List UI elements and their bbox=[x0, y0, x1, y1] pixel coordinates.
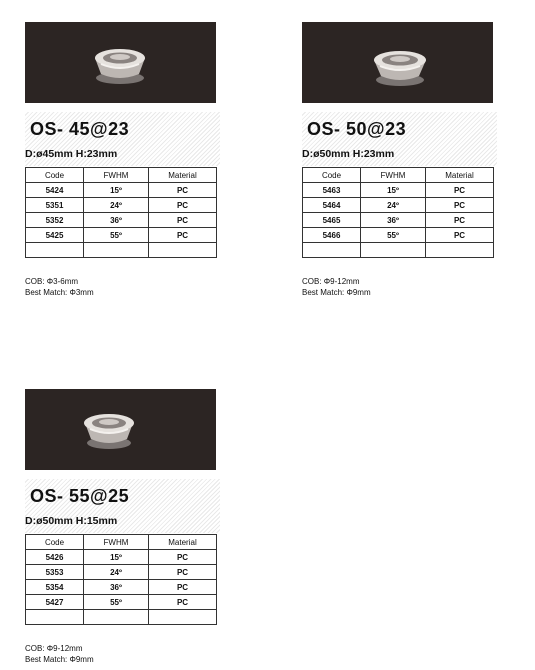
table-header-row bbox=[26, 168, 217, 183]
table-row bbox=[303, 228, 494, 243]
best-match-note: Best Match: Φ9mm bbox=[25, 655, 94, 664]
cell-fwhm: 36º bbox=[361, 213, 426, 228]
table-row bbox=[26, 565, 217, 580]
cell-material: PC bbox=[426, 213, 494, 228]
cell-code: 5426 bbox=[26, 550, 84, 565]
cell-material: PC bbox=[149, 595, 217, 610]
cob-note: COB: Φ9-12mm bbox=[25, 644, 83, 653]
product-dimensions: D:ø50mm H:23mm bbox=[302, 148, 395, 160]
cell-code: 5427 bbox=[26, 595, 84, 610]
table-empty-row bbox=[26, 610, 217, 625]
cell-fwhm: 15º bbox=[84, 183, 149, 198]
column-header-material: Material bbox=[426, 168, 494, 183]
table-row bbox=[26, 550, 217, 565]
cell-fwhm: 15º bbox=[361, 183, 426, 198]
cell-fwhm: 24º bbox=[84, 198, 149, 213]
product-title: OS- 45@23 bbox=[30, 119, 130, 139]
lens-image bbox=[25, 22, 216, 103]
cell-code: 5466 bbox=[303, 228, 361, 243]
column-header-material: Material bbox=[149, 168, 217, 183]
cell-material: PC bbox=[149, 565, 217, 580]
cell-fwhm: 36º bbox=[84, 213, 149, 228]
cell-code: 5424 bbox=[26, 183, 84, 198]
compatibility-notes bbox=[25, 276, 94, 298]
cell-code: 5463 bbox=[303, 183, 361, 198]
column-header-code: Code bbox=[26, 535, 84, 550]
column-header-material: Material bbox=[149, 535, 217, 550]
best-match-note: Best Match: Φ9mm bbox=[302, 288, 371, 297]
cell-material: PC bbox=[149, 183, 217, 198]
cell-fwhm: 24º bbox=[361, 198, 426, 213]
cell-fwhm: 55º bbox=[84, 228, 149, 243]
lens-photo bbox=[25, 22, 216, 103]
cell-code: 5353 bbox=[26, 565, 84, 580]
spec-table bbox=[302, 167, 494, 258]
compatibility-notes bbox=[25, 643, 94, 665]
cell-fwhm: 55º bbox=[84, 595, 149, 610]
column-header-code: Code bbox=[303, 168, 361, 183]
table-row bbox=[26, 228, 217, 243]
cob-note: COB: Φ3-6mm bbox=[25, 277, 79, 286]
cell-material: PC bbox=[149, 213, 217, 228]
lens-image bbox=[302, 22, 493, 103]
cell-material: PC bbox=[149, 580, 217, 595]
lens-photo bbox=[302, 22, 493, 103]
table-empty-row bbox=[26, 243, 217, 258]
cell-material: PC bbox=[426, 183, 494, 198]
table-row bbox=[26, 183, 217, 198]
cell-material: PC bbox=[426, 228, 494, 243]
table-row bbox=[303, 213, 494, 228]
cob-note: COB: Φ9-12mm bbox=[302, 277, 360, 286]
cell-material: PC bbox=[149, 198, 217, 213]
cell-code: 5464 bbox=[303, 198, 361, 213]
cell-material: PC bbox=[149, 550, 217, 565]
table-row bbox=[26, 595, 217, 610]
cell-code: 5354 bbox=[26, 580, 84, 595]
product-dimensions: D:ø45mm H:23mm bbox=[25, 148, 118, 160]
product-title: OS- 50@23 bbox=[307, 119, 407, 139]
table-row bbox=[26, 213, 217, 228]
column-header-fwhm: FWHM bbox=[84, 535, 149, 550]
cell-code: 5425 bbox=[26, 228, 84, 243]
table-header-row bbox=[303, 168, 494, 183]
column-header-fwhm: FWHM bbox=[361, 168, 426, 183]
column-header-fwhm: FWHM bbox=[84, 168, 149, 183]
cell-material: PC bbox=[149, 228, 217, 243]
product-dimensions: D:ø50mm H:15mm bbox=[25, 515, 118, 527]
cell-fwhm: 15º bbox=[84, 550, 149, 565]
lens-photo bbox=[25, 389, 216, 470]
table-row bbox=[303, 183, 494, 198]
table-row bbox=[26, 198, 217, 213]
lens-image bbox=[25, 389, 216, 470]
spec-table bbox=[25, 167, 217, 258]
table-row bbox=[303, 198, 494, 213]
cell-code: 5465 bbox=[303, 213, 361, 228]
best-match-note: Best Match: Φ3mm bbox=[25, 288, 94, 297]
cell-fwhm: 36º bbox=[84, 580, 149, 595]
cell-fwhm: 24º bbox=[84, 565, 149, 580]
cell-fwhm: 55º bbox=[361, 228, 426, 243]
cell-code: 5352 bbox=[26, 213, 84, 228]
table-header-row bbox=[26, 535, 217, 550]
spec-table bbox=[25, 534, 217, 625]
table-empty-row bbox=[303, 243, 494, 258]
compatibility-notes bbox=[302, 276, 371, 298]
cell-code: 5351 bbox=[26, 198, 84, 213]
column-header-code: Code bbox=[26, 168, 84, 183]
product-title: OS- 55@25 bbox=[30, 486, 130, 506]
cell-material: PC bbox=[426, 198, 494, 213]
table-row bbox=[26, 580, 217, 595]
